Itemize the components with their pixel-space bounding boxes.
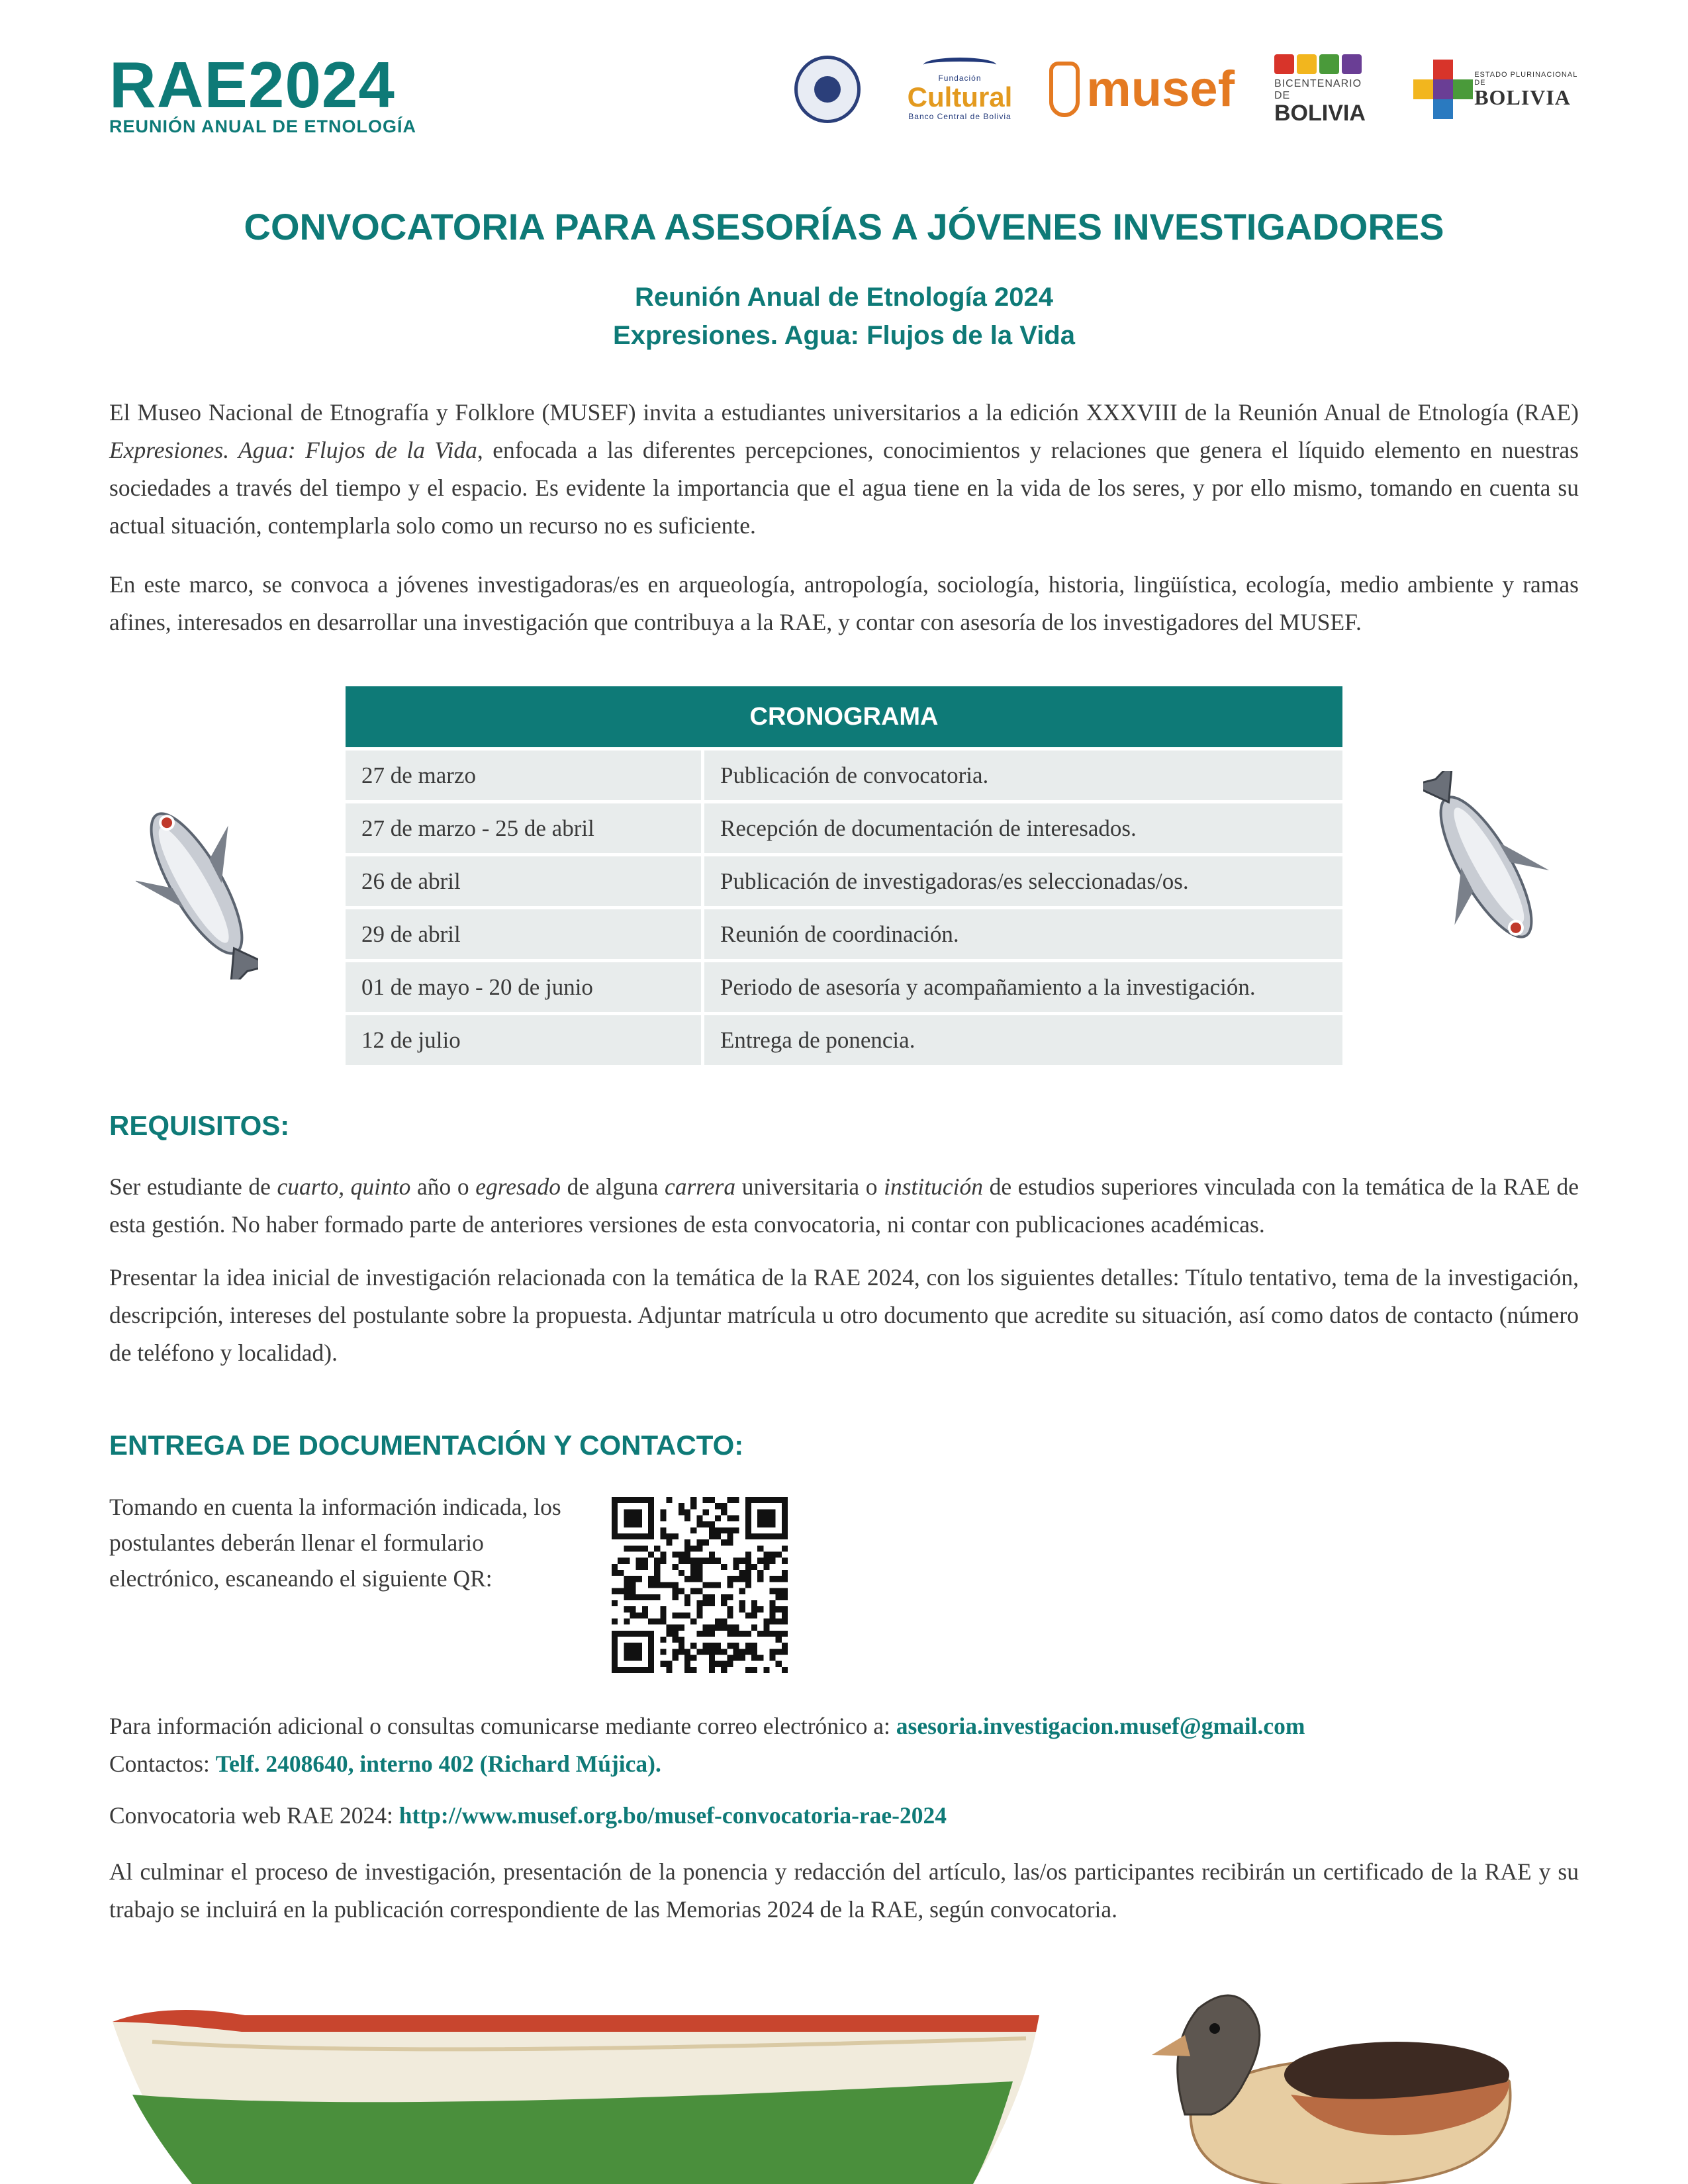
intro-p1-b: , enfocada a las diferentes percepciones, conocimientos y relaciones que genera el líquido elemento en nuestras sociedades a través del tiempo y el espacio. Es evidente la importancia que el agua tiene en la vida de los seres, y por ello mismo, tomando en cuenta su actual situación, contemplarla solo como un recurso no es suficiente.	[109, 437, 1579, 539]
req-italic: institución	[884, 1173, 983, 1200]
req-text: Ser estudiante de	[109, 1173, 277, 1200]
requisitos-paragraph-2: Presentar la idea inicial de investigación relacionada con la temática de la RAE 2024, con los siguientes detalles: Título tentativo, tema de la investigación, descripción, intereses del postulante sobre la propuesta. Adjuntar matrícula u otro documento que acredite su situación, así como datos de contacto (número de teléfono y localidad).	[109, 1264, 1579, 1366]
row-description: Publicación de investigadoras/es seleccionadas/os.	[704, 856, 1342, 906]
web-label: Convocatoria web RAE 2024:	[109, 1802, 399, 1829]
bicentenario-big: BOLIVIA	[1274, 101, 1366, 126]
row-date: 27 de marzo - 25 de abril	[346, 803, 701, 853]
fish-figure-right	[1423, 771, 1549, 963]
page-title: CONVOCATORIA PARA ASESORÍAS A JÓVENES INVESTIGADORES	[244, 206, 1444, 248]
cultural-text: Cultural	[907, 81, 1013, 113]
intro-p1-italic: Expresiones. Agua: Flujos de la Vida	[109, 437, 477, 463]
fundacion-cultural-logo	[900, 53, 1019, 126]
row-date: 12 de julio	[346, 1015, 701, 1065]
bicentenario-logo	[1274, 53, 1380, 126]
subtitle-line-2: Expresiones. Agua: Flujos de la Vida	[613, 321, 1075, 350]
qr-code-icon[interactable]	[612, 1497, 788, 1673]
estado-big: BOLIVIA	[1474, 85, 1571, 109]
boat-figure	[113, 2002, 1039, 2184]
row-description: Entrega de ponencia.	[704, 1015, 1342, 1065]
cultural-small-text: Fundación	[938, 73, 982, 83]
estado-small: ESTADO PLURINACIONAL DE	[1474, 71, 1577, 87]
row-description: Recepción de documentación de interesados.	[704, 803, 1342, 853]
web-paragraph	[109, 1797, 1579, 1835]
estado-bolivia-logo	[1413, 53, 1579, 126]
req-text: de alguna	[561, 1173, 665, 1200]
closing-paragraph: Al culminar el proceso de investigación, presentación de la ponencia y redacción del artículo, las/os participantes recibirán un certificado de la RAE y su trabajo se incluirá en la publicación correspondiente de las Memorias 2024 de la RAE, según convocatoria.	[109, 1858, 1579, 1923]
cronograma-table	[346, 686, 1342, 1065]
table-row	[346, 803, 1342, 853]
wiphala-icon	[1413, 60, 1466, 119]
contact-label: Contactos:	[109, 1751, 216, 1777]
row-description: Reunión de coordinación.	[704, 909, 1342, 959]
requisitos-paragraph-1	[109, 1168, 1579, 1244]
row-date: 26 de abril	[346, 856, 701, 906]
partner-logos	[788, 53, 1582, 132]
req-italic: egresado	[475, 1173, 561, 1200]
table-row	[346, 856, 1342, 906]
contact-phone: Telf. 2408640, interno 402 (Richard Mújica).	[215, 1751, 661, 1777]
bicentenario-small: BICENTENARIO DE	[1274, 78, 1362, 101]
intro-p1-a: El Museo Nacional de Etnografía y Folklore (MUSEF) invita a estudiantes universitarios a la edición XXXVIII de la Reunión Anual de Etnología (RAE)	[109, 399, 1579, 426]
entrega-heading: ENTREGA DE DOCUMENTACIÓN Y CONTACTO:	[109, 1430, 744, 1461]
requisitos-heading: REQUISITOS:	[109, 1110, 290, 1141]
brand-subtitle: REUNIÓN ANUAL DE ETNOLOGÍA	[109, 116, 417, 136]
seal-logo	[794, 53, 861, 126]
req-text: año o	[410, 1173, 476, 1200]
req-italic: carrera	[664, 1173, 736, 1200]
row-date: 29 de abril	[346, 909, 701, 959]
bird-vessel-figure	[1139, 1982, 1536, 2184]
page-subtitle	[0, 278, 1688, 355]
row-date: 27 de marzo	[346, 751, 701, 800]
row-date: 01 de mayo - 20 de junio	[346, 962, 701, 1012]
table-row	[346, 751, 1342, 800]
brand-title: RAE2024	[109, 48, 395, 121]
table-row	[346, 909, 1342, 959]
req-text: de estudios superiores vinculada con la temática de la RAE de esta gestión. No haber formado parte de anteriores versiones de esta convocatoria, ni contar con publicaciones académicas.	[109, 1173, 1579, 1238]
musef-logo	[1049, 53, 1235, 126]
web-url-link[interactable]: http://www.musef.org.bo/musef-convocatoria-rae-2024	[399, 1802, 947, 1829]
subtitle-line-1: Reunión Anual de Etnología 2024	[635, 283, 1053, 312]
req-text: universitaria o	[735, 1173, 884, 1200]
fish-figure-left	[136, 788, 258, 979]
intro-paragraph-2: En este marco, se convoca a jóvenes investigadoras/es en arqueología, antropología, sociología, historia, lingüística, ecología, medio ambiente y ramas afines, interesados en desarrollar una investigación que contribuya a la RAE, y contar con asesoría de los investigadores del MUSEF.	[109, 571, 1579, 635]
contact-info-text: Para información adicional o consultas comunicarse mediante correo electrónico a:	[109, 1713, 896, 1739]
cultural-subtext: Banco Central de Bolivia	[908, 112, 1011, 121]
musef-text: musef	[1086, 61, 1235, 117]
musef-face-icon	[1049, 62, 1080, 117]
req-italic: cuarto, quinto	[277, 1173, 411, 1200]
cronograma-heading: CRONOGRAMA	[346, 686, 1342, 747]
qr-instructions: Tomando en cuenta la información indicada, los postulantes deberán llenar el formulario electrónico, escaneando el siguiente QR:	[109, 1494, 561, 1592]
row-description: Periodo de asesoría y acompañamiento a la investigación.	[704, 962, 1342, 1012]
table-row	[346, 962, 1342, 1012]
row-description: Publicación de convocatoria.	[704, 751, 1342, 800]
table-row	[346, 1015, 1342, 1065]
intro-paragraph-1	[109, 394, 1579, 545]
brand-logo	[109, 48, 417, 137]
contact-paragraph	[109, 1707, 1579, 1783]
contact-email-link[interactable]: asesoria.investigacion.musef@gmail.com	[896, 1713, 1305, 1739]
